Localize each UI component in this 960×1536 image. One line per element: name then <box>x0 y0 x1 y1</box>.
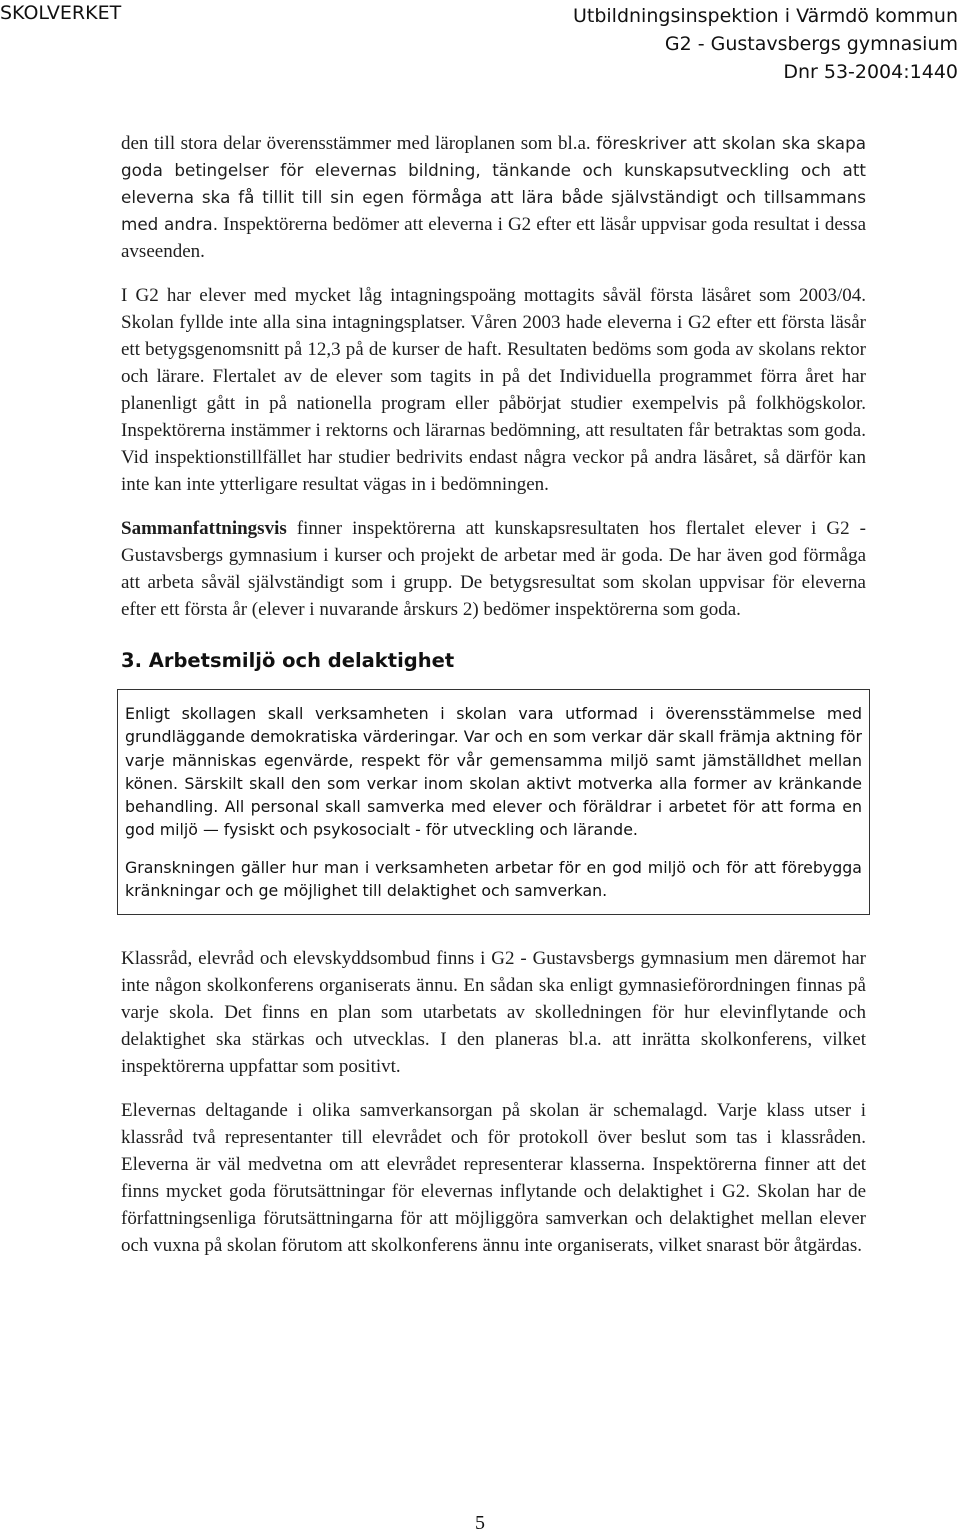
paragraph-student-councils: Klassråd, elevråd och elevskyddsombud finns i G2 - Gustavsbergs gymnasium men däremot har inte någon skolkonferens organiserats ännu. En sådan ska enligt gymnasieförordningen finnas på varje skola. Det finns en plan som utarbetats av skolledningen för hur elevinflytande och delaktighet ska stärkas och utvecklas. I den planeras bl.a. att inrätta skolkonferens, vilket inspektörerna uppfattar som positivt. <box>121 948 866 1078</box>
regulation-box <box>117 689 870 915</box>
review-scope-text: Granskningen gäller hur man i verksamheten arbetar för en god miljö och för att förebygga kränkningar och ge möjlighet till delaktighet och samverkan. <box>125 857 862 901</box>
header-case-number: Dnr 53-2004:1440 <box>783 61 958 83</box>
paragraph-student-participation: Elevernas deltagande i olika samverkansorgan på skolan är schemalagd. Varje klass utser i klassråd två representanter till elevrådet och för protokoll över beslut som tas i klassråden. Eleverna är väl medvetna om att elevrådet representerar klasserna. Inspektörerna finner att det finns mycket goda förutsättningar för elevernas inflytande och delaktighet i G2. Skolan har de författningsenliga förutsättningarna för att möjliggöra samverkan och delaktighet mellan elever och vuxna på skolan förutom att skolkonferens ännu inte organiserats, vilket snarast bör åtgärdas. <box>121 1100 866 1257</box>
header-inspection-title: Utbildningsinspektion i Värmdö kommun <box>572 5 958 27</box>
paragraph-curriculum <box>121 130 866 265</box>
page-number: 5 <box>475 1512 485 1534</box>
summary-keyword: Sammanfattningsvis <box>121 518 287 539</box>
header-school-name: G2 - Gustavsbergs gymnasium <box>664 33 958 55</box>
document-body <box>121 130 866 1276</box>
regulation-text: Enligt skollagen skall verksamheten i skolan vara utformad i överensstämmelse med grundläggande demokratiska värderingar. Var och en som verkar där skall främja aktning för varje människas egenvärde, respekt för vår gemensamma miljö samt jämställdhet mellan könen. Särskilt skall den som verkar inom skolan aktivt motverka alla former av kränkande behandling. All personal skall samverka med elever och föräldrar i arbetet för att forma en god miljö — fysiskt och psykosocialt - för utveckling och lärande. <box>125 704 862 840</box>
summary-text: finner inspektörerna att kunskapsresultaten hos flertalet elever i G2 - Gustavsbergs gymnasium i kurser och projekt de arbetar med är goda. De har även god förmåga att arbeta såväl självständigt som i grupp. De betygsresultat som skolan uppvisar för eleverna efter ett första år (elever i nuvarande årskurs 2) bedömer inspektörerna som goda. <box>121 518 866 620</box>
paragraph-summary <box>121 515 866 623</box>
paragraph-curriculum-middle: föreskriver att skolan ska skapa goda betingelser för elevernas bildning, tänkande och kunskapsutveckling och att eleverna ska få tillit till sin egen förmåga att lära både självständigt och tillsammans med andra. <box>121 133 866 234</box>
paragraph-curriculum-end: Inspektörerna bedömer att eleverna i G2 efter ett läsår uppvisar goda resultat i dessa avseenden. <box>121 214 867 262</box>
header-agency: SKOLVERKET <box>0 2 122 24</box>
section-heading: 3. Arbetsmiljö och delaktighet <box>121 649 455 672</box>
paragraph-results: I G2 har elever med mycket låg intagningspoäng mottagits såväl första läsåret som 2003/04. Skolan fyllde inte alla sina intagningsplatser. Våren 2003 hade eleverna i G2 efter ett första läsår ett betygsgenomsnitt på 12,3 på de kurser de haft. Resultaten bedöms som goda av skolans rektor och lärare. Flertalet av de elever som tagits in på det Individuella programmet förra året har planenligt gått in på nationella program eller påbörjat studier exempelvis på folkhögskolor. Inspektörerna instämmer i rektorns och lärarnas bedömning, att resultaten får betraktas som goda. Vid inspektionstillfället har studier bedrivits endast några veckor på andra läsåret, så därför kan inte kan inte ytterligare resultat vägas in i bedömningen. <box>121 285 866 495</box>
paragraph-curriculum-start: den till stora delar överensstämmer med läroplanen som bl.a. <box>121 133 591 154</box>
header-info <box>573 2 958 86</box>
